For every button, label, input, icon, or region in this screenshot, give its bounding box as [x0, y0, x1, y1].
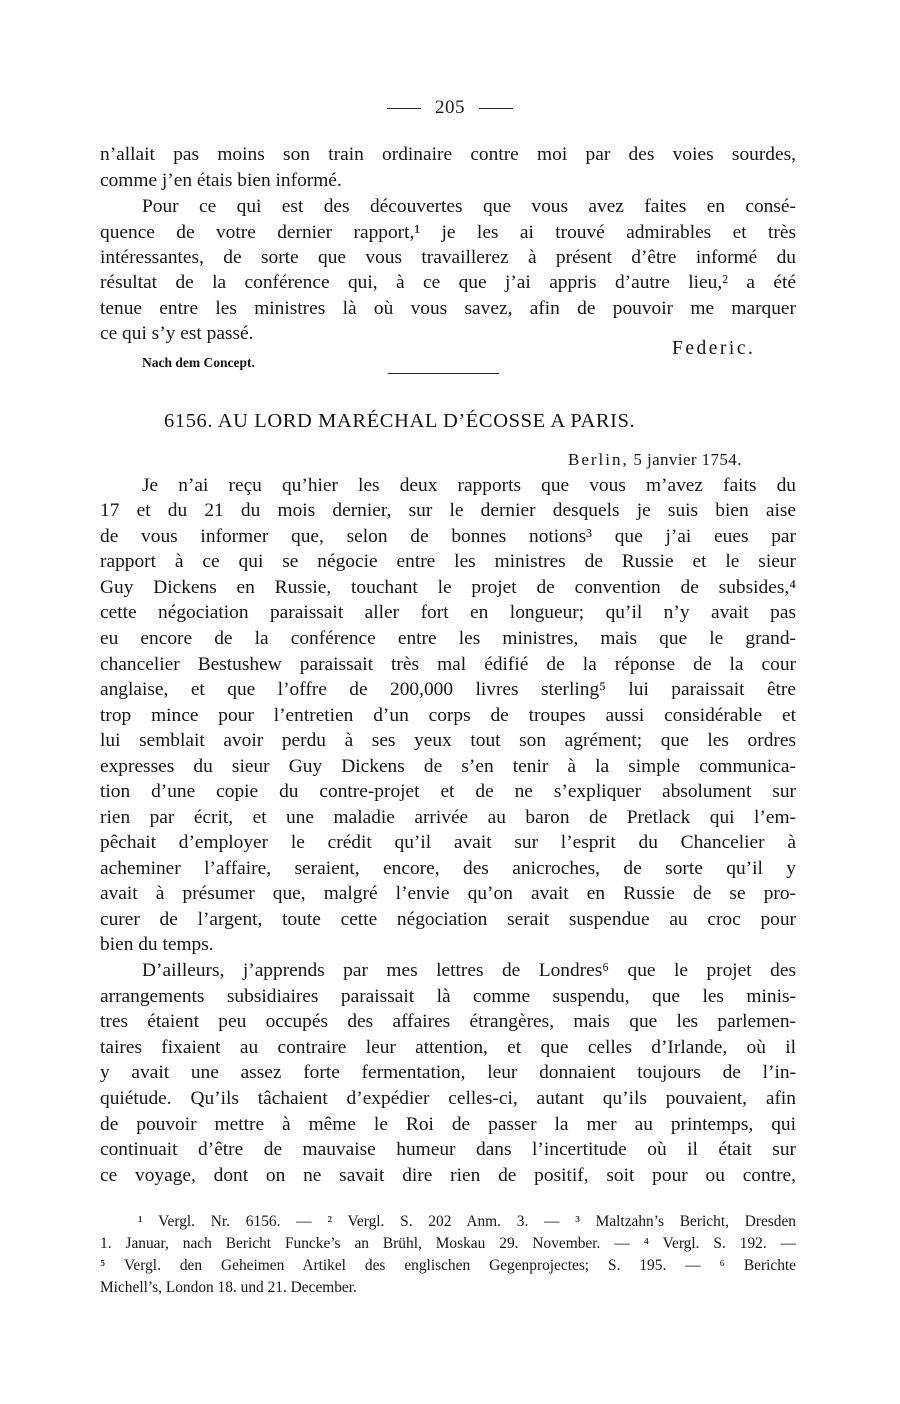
text-line: résultat de la conférence qui, à ce que j’ai appris d’autre lieu,² a été — [100, 272, 796, 293]
text-line: quiétude. Qu’ils tâchaient d’expédier celles-ci, autant qu’ils pouvaient, afin — [100, 1088, 796, 1109]
header-dash-left — [387, 108, 421, 109]
text-line: arrangements subsidiaires paraissait là comme suspendu, que les minis- — [100, 986, 796, 1007]
page-header — [0, 97, 900, 127]
header-dash-right — [479, 108, 513, 109]
footnote-line: 1. Januar, nach Bericht Funcke’s an Brühl, Moskau 29. November. — ⁴ Vergl. S. 192. — — [100, 1235, 796, 1252]
text-line: de pouvoir mettre à même le Roi de passer la mer au printemps, qui — [100, 1114, 796, 1135]
letter-heading: 6156. AU LORD MARÉCHAL D’ÉCOSSE A PARIS. — [164, 410, 636, 432]
source-note: Nach dem Concept. — [142, 355, 255, 370]
signature: Federic. — [672, 338, 756, 359]
text-line: de vous informer que, selon de bonnes notions³ que j’ai eues par — [100, 526, 796, 547]
footnote-line: ⁵ Vergl. den Geheimen Artikel des englischen Gegenprojectes; S. 195. — ⁶ Berichte — [100, 1257, 796, 1274]
text-line: ce voyage, dont on ne savait dire rien de positif, soit pour ou contre, — [100, 1165, 796, 1186]
text-line: bien du temps. — [100, 934, 214, 955]
text-line: 17 et du 21 du mois dernier, sur le dernier desquels je suis bien aise — [100, 500, 796, 521]
text-line: pêchait d’employer le crédit qu’il avait sur l’esprit du Chancelier à — [100, 832, 796, 853]
text-line: y avait une assez forte fermentation, leur donnaient toujours de l’in- — [100, 1062, 796, 1083]
footnote-line: Michell’s, London 18. und 21. December. — [100, 1279, 357, 1296]
text-line: Guy Dickens en Russie, touchant le projet de convention de subsides,⁴ — [100, 577, 796, 598]
text-line: n’allait pas moins son train ordinaire contre moi par des voies sourdes, — [100, 144, 796, 165]
text-line: rapport à ce qui se négocie entre les ministres de Russie et le sieur — [100, 551, 796, 572]
text-line: anglaise, et que l’offre de 200,000 livres sterling⁵ lui paraissait être — [100, 679, 796, 700]
text-line: avait à présumer que, malgré l’envie qu’on avait en Russie de se pro- — [100, 883, 796, 904]
letter-date: 5 janvier 1754. — [628, 450, 742, 469]
text-line: Pour ce qui est des découvertes que vous avez faites en consé- — [142, 196, 796, 217]
text-line: tres étaient peu occupés des affaires étrangères, mais que les parlemen- — [100, 1011, 796, 1032]
text-line: Je n’ai reçu qu’hier les deux rapports que vous m’avez faits du — [142, 475, 796, 496]
letter-place: Berlin, — [568, 450, 629, 469]
text-line: tion d’une copie du contre-projet et de ne s’expliquer absolument sur — [100, 781, 796, 802]
text-line: eu encore de la conférence entre les ministres, mais que le grand- — [100, 628, 796, 649]
text-line: chancelier Bestushew paraissait très mal édifié de la réponse de la cour — [100, 654, 796, 675]
text-line: continuait d’être de mauvaise humeur dans l’incertitude où il était sur — [100, 1139, 796, 1160]
text-line: quence de votre dernier rapport,¹ je les ai trouvé admirables et très — [100, 222, 796, 243]
text-line: intéressantes, de sorte que vous travaillerez à présent d’être informé du — [100, 247, 796, 268]
section-divider — [388, 373, 499, 374]
text-line: expresses du sieur Guy Dickens de s’en tenir à la simple communica- — [100, 756, 796, 777]
footnote-line: ¹ Vergl. Nr. 6156. — ² Vergl. S. 202 Anm. 3. — ³ Maltzahn’s Bericht, Dresden — [138, 1213, 796, 1230]
text-line: trop mince pour l’entretien d’un corps de troupes aussi considérable et — [100, 705, 796, 726]
text-line: curer de l’argent, toute cette négociation serait suspendue au croc pour — [100, 909, 796, 930]
page-number: 205 — [435, 97, 465, 118]
text-line: acheminer l’affaire, seraient, encore, des anicroches, de sorte qu’il y — [100, 858, 796, 879]
text-line: D’ailleurs, j’apprends par mes lettres de Londres⁶ que le projet des — [142, 960, 796, 981]
text-line: taires fixaient au contraire leur attention, et que celles d’Irlande, où il — [100, 1037, 796, 1058]
text-line: comme j’en étais bien informé. — [100, 170, 342, 191]
text-line: rien par écrit, et une maladie arrivée au baron de Pretlack qui l’em- — [100, 807, 796, 828]
letter-dateline — [568, 447, 788, 473]
text-line: cette négociation paraissait aller fort en longueur; qu’il n’y avait pas — [100, 602, 796, 623]
text-line: tenue entre les ministres là où vous savez, afin de pouvoir me marquer — [100, 298, 796, 319]
text-line: ce qui s’y est passé. — [100, 323, 254, 344]
text-line: lui semblait avoir perdu à ses yeux tout son agrément; que les ordres — [100, 730, 796, 751]
